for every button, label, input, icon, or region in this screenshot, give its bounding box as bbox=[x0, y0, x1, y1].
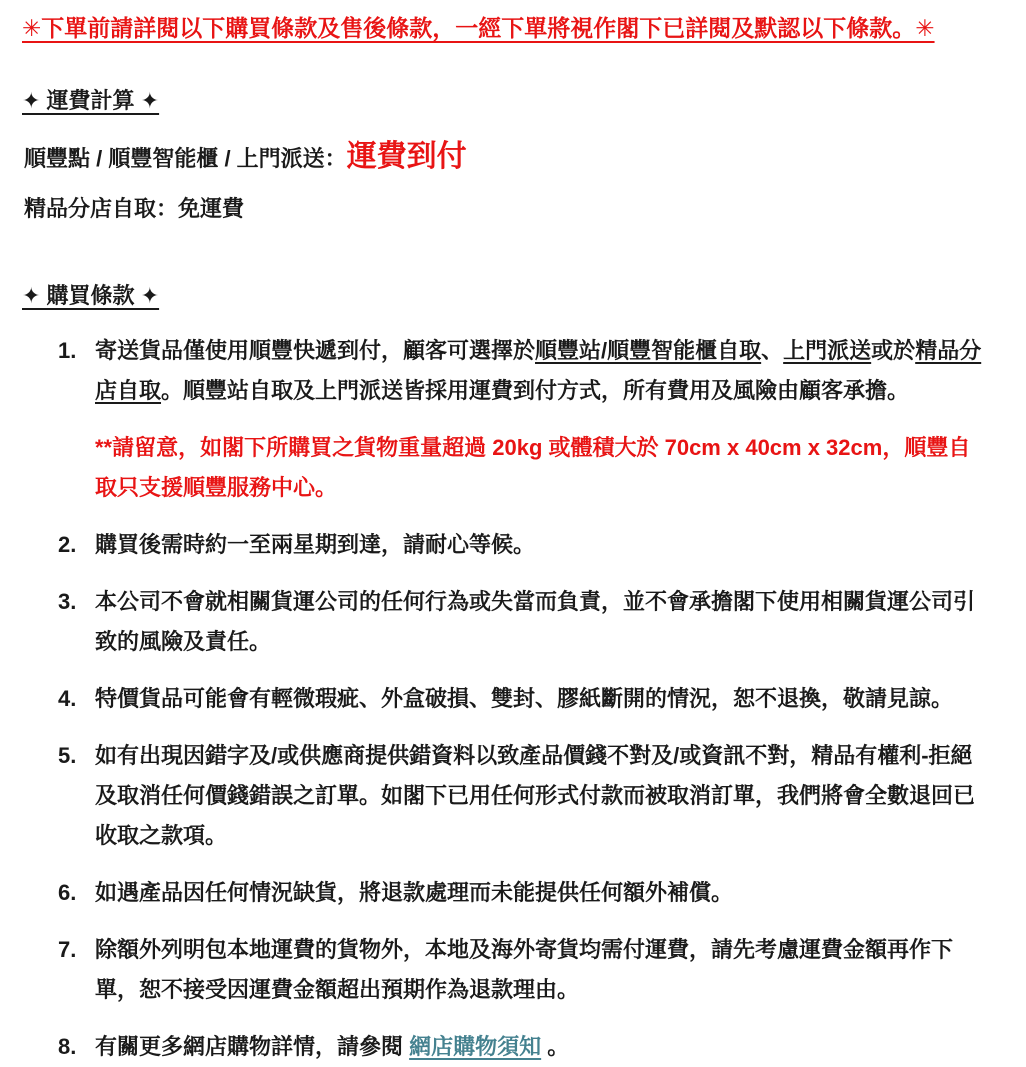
text-segment: 有關更多網店購物詳情，請參閱 bbox=[95, 1034, 410, 1059]
term-text bbox=[95, 679, 992, 719]
text-segment: 如遇產品因任何情況缺貨，將退款處理而未能提供任何額外補償。 bbox=[95, 880, 734, 905]
text-segment: 寄送貨品僅使用順豐快遞到付，顧客可選擇於 bbox=[95, 338, 536, 363]
purchase-terms-section-heading: ✦ 購買條款 ✦ bbox=[22, 283, 160, 308]
shipping-fee-section-heading: ✦ 運費計算 ✦ bbox=[22, 88, 160, 113]
term-paragraph bbox=[95, 736, 992, 856]
term-number: 2. bbox=[58, 532, 77, 557]
term-item-6 bbox=[22, 873, 992, 913]
term-text bbox=[95, 873, 992, 913]
term-text bbox=[95, 736, 992, 856]
text-segment: 順豐站/順豐智能櫃自取 bbox=[535, 338, 762, 363]
term-paragraph bbox=[95, 331, 992, 411]
weight-limit-note bbox=[95, 428, 992, 508]
term-paragraph bbox=[95, 525, 992, 565]
term-number: 6. bbox=[58, 880, 77, 905]
text-segment: 或於 bbox=[871, 338, 916, 363]
term-item-5 bbox=[22, 736, 992, 856]
text-segment: 如有出現因錯字及/或供應商提供錯資料以致產品價錢不對及/或資訊不對，精品有權利-拒絕及取消任何價錢錯誤之訂單。如閣下已用任何形式付款而被取消訂單，我們將會全數退回已收取之款項。 bbox=[95, 743, 976, 848]
cod-value: 運費到付 bbox=[346, 140, 467, 173]
term-item-1 bbox=[22, 331, 992, 508]
term-paragraph bbox=[95, 873, 992, 913]
text-segment: 。順豐站自取及上門派送皆採用運費到付方式，所有費用及風險由顧客承擔。 bbox=[161, 378, 910, 403]
notice-banner: ✳下單前請詳閱以下購買條款及售後條款，一經下單將視作閣下已詳閱及默認以下條款。✳ bbox=[22, 15, 935, 41]
text-segment: 本公司不會就相關貨運公司的任何行為或失當而負責，並不會承擔閣下使用相關貨運公司引致的風險及責任。 bbox=[95, 589, 976, 654]
term-number: 4. bbox=[58, 686, 77, 711]
term-item-2 bbox=[22, 525, 992, 565]
term-paragraph bbox=[95, 679, 992, 719]
term-item-4 bbox=[22, 679, 992, 719]
term-number: 8. bbox=[58, 1034, 77, 1059]
term-text bbox=[95, 582, 992, 662]
term-paragraph bbox=[95, 1027, 992, 1067]
term-item-7 bbox=[22, 930, 992, 1010]
term-text bbox=[95, 331, 992, 508]
term-number: 7. bbox=[58, 937, 77, 962]
text-segment: 除額外列明包本地運費的貨物外，本地及海外寄貨均需付運費，請先考慮運費金額再作下單，恕不接受因運費金額超出預期作為退款理由。 bbox=[95, 937, 954, 1002]
term-paragraph bbox=[95, 930, 992, 1010]
term-item-8 bbox=[22, 1027, 992, 1067]
shipping-methods-label: 順豐點 / 順豐智能櫃 / 上門派送： bbox=[24, 146, 347, 171]
shipping-methods-line bbox=[24, 138, 992, 178]
text-segment: **請留意，如閣下所購買之貨物重量超過 20kg 或體積大於 70cm x 40cm x 32cm，順豐自取只支援順豐服務中心。 bbox=[95, 435, 971, 500]
text-segment: 。 bbox=[541, 1034, 570, 1059]
term-item-3 bbox=[22, 582, 992, 662]
term-text bbox=[95, 1027, 992, 1067]
store-pickup-line: 精品分店自取：免運費 bbox=[24, 196, 245, 221]
text-segment: 精品分店自取 bbox=[95, 338, 982, 403]
text-segment: 、 bbox=[761, 338, 784, 363]
text-segment: 特價貨品可能會有輕微瑕疵、外盒破損、雙封、膠紙斷開的情況，恕不退換，敬請見諒。 bbox=[95, 686, 954, 711]
term-text bbox=[95, 930, 992, 1010]
terms-list bbox=[22, 331, 992, 1067]
term-text bbox=[95, 525, 992, 565]
term-number: 1. bbox=[58, 338, 77, 363]
term-number: 5. bbox=[58, 743, 77, 768]
term-number: 3. bbox=[58, 589, 77, 614]
text-segment: 上門派送 bbox=[783, 338, 872, 363]
store-shopping-guide-link[interactable]: 網店購物須知 bbox=[409, 1034, 542, 1059]
text-segment: 購買後需時約一至兩星期到達，請耐心等候。 bbox=[95, 532, 536, 557]
term-paragraph bbox=[95, 582, 992, 662]
